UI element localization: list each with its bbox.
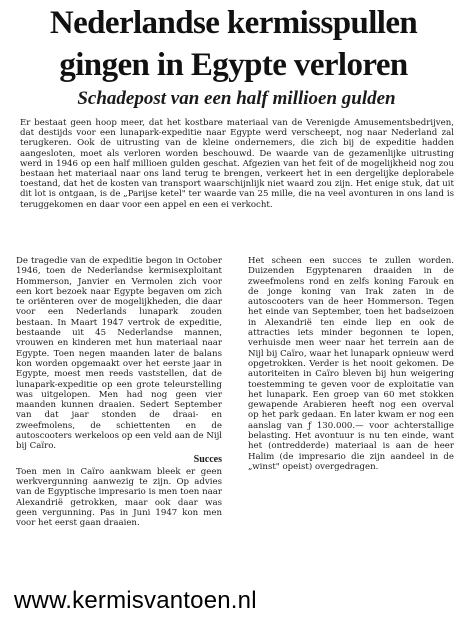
left-column <box>16 256 222 601</box>
right-paragraph-1: Het scheen een succes te zullen worden. Duizenden Egyptenaren draaiden in de zweefmolens rond en zelfs koning Farouk en de jonge koning van Irak zaten in de autoscooters van de heer Hommerson. Tegen het einde van September, toen het badseizoen in Alexandrië ten einde liep en ook de attracties iets minder begonnen te lopen, verhuisde men weer naar het terrein aan de Nijl bij Caïro, waar het lunapark opnieuw werd opgetrokken. <box>248 256 454 369</box>
lead-paragraph: Er bestaat geen hoop meer, dat het kostbare materiaal van de Verenigde Amusementsbedrijven, dat destijds voor een lunapark-expeditie naar Egypte werd verscheept, nog naar Nederland zal terugkeren. Ook de uitrusting van de kleine ondernemers, die zich bij de expeditie hadden aangesloten, moet als verloren worden beschouwd. De waarde van de gezamenlijke uitrusting werd in 1946 op een half millioen gulden geschat. Afgezien van het feit of de mogelijkheid nog zou bestaan het materiaal naar ons land terug te brengen, verkeert het in een dergelijke deplorabele toestand, dat het de kosten van transport waarschijnlijk niet waard zou zijn. Het enige stuk, dat uit dit lot is ontgaan, is de „Parijse ketel" ter waarde van 25 mille, die na veel avonturen in ons land is teruggekomen en daar voor een appel en een ei verkocht. <box>20 118 454 210</box>
left-paragraph-1: De tragedie van de expeditie begon in October 1946, toen de Nederlandse kermisexploitant Hommerson, Janvier en Vermolen zich voor een kort bezoek naar Egypte begaven om zich te oriënteren over de mogelijkheden, die daar voor een Nederlands lunapark zouden bestaan. In Maart 1947 vertrok de expeditie, bestaande uit 45 Nederlandse mannen, vrouwen en kinderen met hun materiaal naar Egypte. Toen negen maanden later de balans kon worden opgemaakt over het eerste jaar in Egypte, moest men reeds vaststellen, dat de lunapark-expeditie op een grote teleurstelling was uitgelopen. Men had nog geen vier maanden kunnen draaien. Sedert September van dat jaar stonden de draai- en zweefmolens, de schiettenten en de autoscooters werkeloos op een veld aan de Nijl bij Caïro. <box>16 256 222 452</box>
right-column <box>248 256 454 556</box>
left-paragraph-2: Toen men in Caïro aankwam bleek er geen werkvergunning aanwezig te zijn. Op advies van de Egyptische impresario is men toen naar Alexandrië getrokken, maar ook daar was geen vergunning. Pas in Juni 1947 kon men voor het eerst gaan draaien. <box>16 466 222 529</box>
right-paragraph-2: Verder is het nooit gekomen. De autoriteiten in Caïro bleven bij hun weigering toestemming te geven voor de exploitatie van het lunapark. Een groep van 60 met stokken gewapende Arabieren heeft nog een overval op het park gedaan. En later kwam er nog een aanslag van ƒ 130.000.— voor achterstallige belasting. Het avontuur is nu ten einde, want het (ontredderde) materiaal is aan de heer Halim (de impresario die zijn aandeel in de „winst" opeist) overgedragen. <box>248 358 454 472</box>
headline-line-2: gingen in Egypte verloren <box>59 47 408 83</box>
headline-line-1: Nederlandse kermisspullen <box>49 5 418 41</box>
watermark: www.kermisvantoen.nl <box>14 587 257 614</box>
section-heading: Succes <box>193 453 222 465</box>
headline <box>12 2 455 86</box>
subheading: Schadepost van een half millioen gulden <box>77 88 396 109</box>
